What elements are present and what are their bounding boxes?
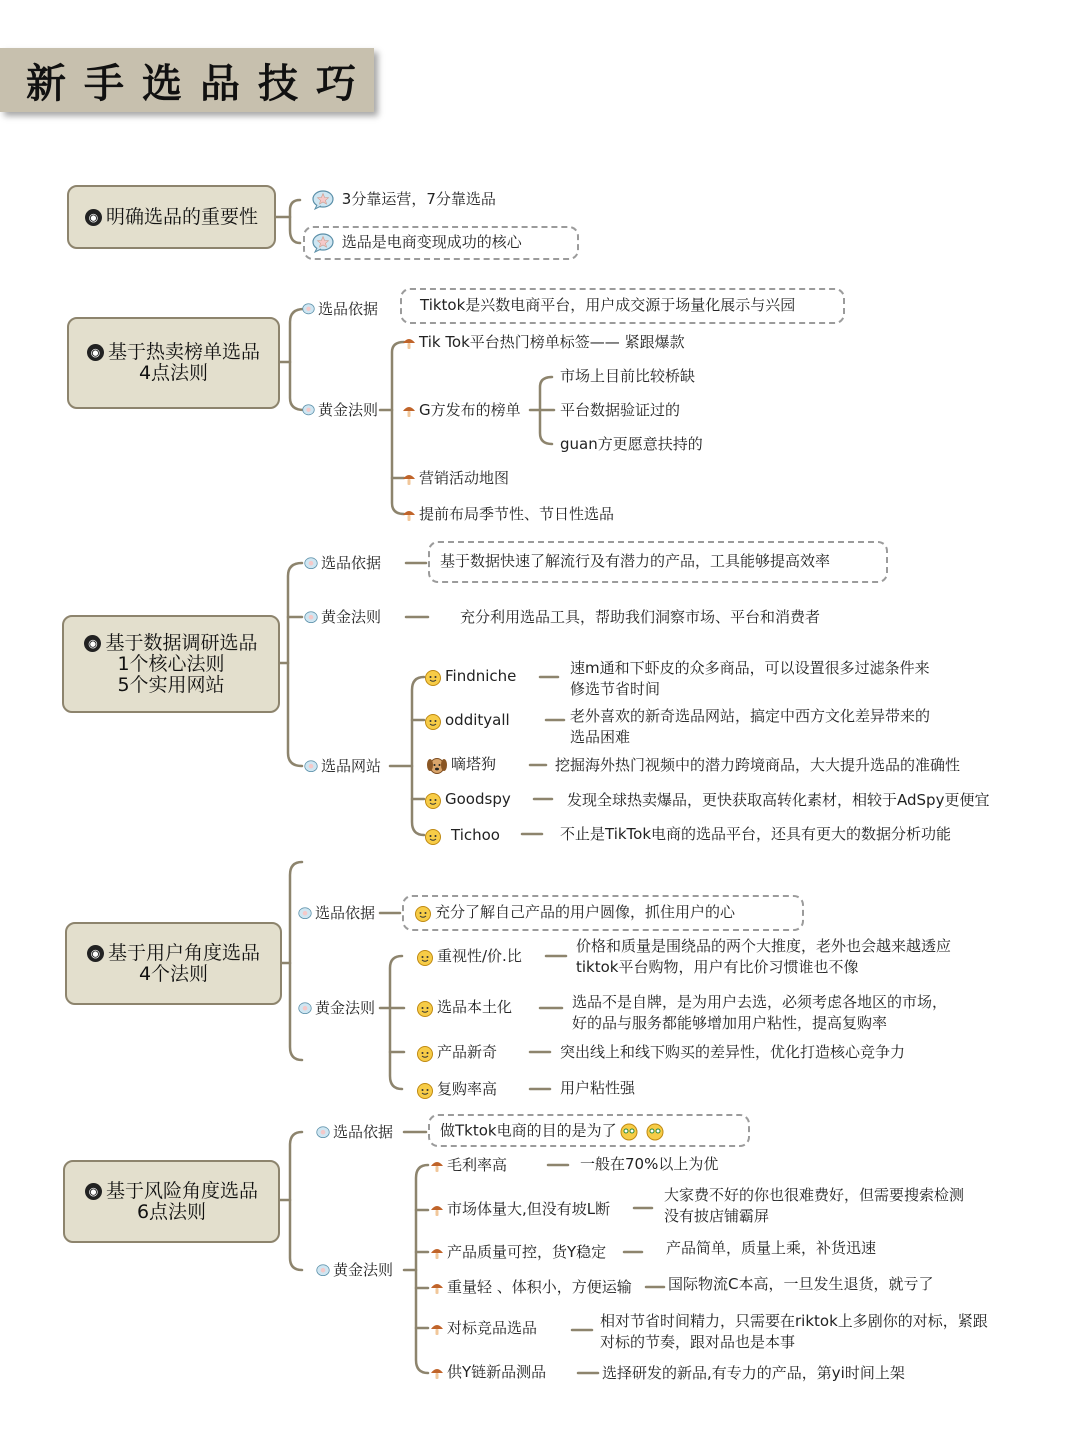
user-rule-1-desc2: tiktok平台购物，用户有比价习惯谁也不像 [576, 958, 859, 976]
user-rule-1-name: 重视性/价.比 [437, 947, 522, 965]
user-rule-4 [416, 1079, 497, 1100]
section-bullet-icon: ◉ [87, 344, 104, 361]
section-bullet-icon: ◉ [87, 945, 104, 962]
smiley-icon [424, 668, 442, 686]
user-rule-3 [416, 1042, 497, 1063]
small-star-icon [304, 760, 318, 774]
hotlist-rule-2 [402, 400, 521, 421]
user-rule-3-desc1: 突出线上和线下购买的差异性，优化打造核心竞争力 [560, 1043, 906, 1061]
mushroom-icon [430, 1281, 444, 1295]
user-rule-1-desc1: 价格和质量是围绕品的两个大推度，老外也会越来越透应 [576, 937, 952, 955]
mushroom-icon [430, 1366, 444, 1380]
smiley-icon [424, 791, 442, 809]
smiley-icon [424, 712, 442, 730]
hotlist-gold-label [302, 400, 378, 421]
user-rule-4-name: 复购率高 [437, 1080, 498, 1098]
hotlist-rule-2-text: G方发布的榜单 [419, 401, 521, 419]
site-didagou [426, 754, 496, 775]
site-findniche-name: Findniche [445, 667, 517, 685]
user-rule-1 [416, 946, 522, 967]
user-basis-label [298, 903, 375, 924]
user-gold-label [298, 998, 375, 1019]
importance-item-2 [312, 232, 522, 253]
research-basis-label-text: 选品依据 [321, 554, 382, 572]
importance-item-1 [312, 189, 496, 210]
speech-star-icon [312, 190, 334, 210]
category-research-label: 基于数据调研选品 [105, 631, 258, 654]
category-risk-label: 基于风险角度选品 [105, 1179, 258, 1202]
hotlist-rule-1-text: Tik Tok平台热门榜单标签—— 紧跟爆款 [419, 333, 685, 351]
small-star-icon [302, 303, 315, 316]
site-oddityall-desc2: 选品困难 [570, 728, 631, 746]
mushroom-icon [430, 1159, 444, 1173]
research-basis-label [304, 553, 381, 574]
user-rule-2-desc1: 选品不是自牌，是为用户去选，必须考虑各地区的市场， [572, 993, 948, 1011]
site-didagou-name: 嘀塔狗 [451, 755, 497, 773]
category-hotlist-sublabel: 4点法则 [138, 362, 209, 384]
mushroom-icon [402, 336, 416, 350]
hotlist-basis-label-text: 选品依据 [318, 300, 379, 318]
risk-rule-6-name: 供Y链新品测品 [447, 1363, 547, 1381]
risk-rule-4-desc1: 国际物流C本高，一旦发生退货，就亏了 [668, 1275, 934, 1293]
risk-rule-2-name: 市场体量大,但没有坡L断 [447, 1200, 611, 1218]
research-gold-label [304, 607, 381, 628]
mushroom-icon [402, 508, 416, 522]
category-user-box [65, 922, 282, 1005]
page-title-banner [0, 48, 374, 112]
category-hotlist-label: 基于热卖榜单选品 [107, 341, 260, 363]
small-star-icon [302, 404, 315, 417]
risk-rule-5-desc1: 相对节省时间精力，只需要在riktok上多剧你的对标，紧跟 [600, 1312, 988, 1330]
research-gold-text: 充分利用选品工具，帮助我们洞察市场、平台和消费者 [460, 608, 821, 626]
risk-rule-5-desc2: 对标的节奏，跟对品也是本事 [600, 1333, 796, 1351]
risk-gold-label [316, 1260, 393, 1281]
risk-rule-1-desc1: 一般在70%以上为优 [580, 1155, 719, 1173]
importance-item-2-text: 选品是电商变现成功的核心 [341, 233, 522, 251]
small-star-icon [298, 907, 312, 921]
hotlist-rule-4 [402, 504, 614, 525]
risk-rule-3-desc1: 产品简单，质量上乘，补货迅速 [666, 1239, 877, 1257]
money-face-icon [617, 1120, 673, 1142]
category-risk-sublabel: 6点法则 [136, 1200, 207, 1223]
risk-rule-5 [430, 1318, 537, 1339]
site-goodspy-name: Goodspy [445, 790, 511, 808]
risk-rule-3 [430, 1242, 606, 1263]
risk-basis-label [316, 1122, 393, 1143]
site-oddityall [424, 710, 510, 731]
hotlist-gold-label-text: 黄金法则 [318, 401, 379, 419]
site-tichoo-name: Tichoo [451, 826, 500, 844]
risk-rule-1-name: 毛利率高 [447, 1156, 508, 1174]
research-sites-label-text: 选品网站 [321, 757, 382, 775]
risk-basis-text [440, 1120, 673, 1142]
user-gold-label-text: 黄金法则 [315, 999, 376, 1017]
hotlist-basis-text: Tiktok是兴数电商平台，用户成交源于场量化展示与兴园 [420, 296, 796, 314]
user-basis-text [414, 902, 735, 923]
category-hotlist-box [67, 317, 280, 409]
site-didagou-desc1: 挖掘海外热门视频中的潜力跨境商品，大大提升选品的准确性 [555, 756, 961, 774]
small-star-icon [298, 1002, 312, 1016]
category-research-box [62, 615, 280, 713]
user-rule-3-name: 产品新奇 [437, 1043, 498, 1061]
site-findniche-desc1: 速m通和下虾皮的众多商品，可以设置很多过滤条件来 [570, 659, 930, 677]
site-findniche-desc2: 修选节省时间 [570, 680, 661, 698]
category-user-label: 基于用户角度选品 [107, 941, 260, 964]
research-basis-text: 基于数据快速了解流行及有潜力的产品，工具能够提高效率 [440, 552, 831, 570]
small-star-icon [316, 1126, 330, 1140]
user-rule-2 [416, 997, 512, 1018]
hotlist-rule-3 [402, 468, 509, 489]
smiley-icon [416, 1081, 434, 1099]
site-tichoo-desc1: 不止是TikTok电商的选品平台，还具有更大的数据分析功能 [560, 825, 952, 843]
small-star-icon [304, 557, 318, 571]
risk-gold-label-text: 黄金法则 [333, 1261, 394, 1279]
user-basis-label-text: 选品依据 [315, 904, 376, 922]
smiley-icon [416, 948, 434, 966]
category-importance-label: 明确选品的重要性 [105, 205, 258, 228]
user-basis-text-content: 充分了解自己产品的用户圆像，抓住用户的心 [435, 903, 736, 921]
research-gold-label-text: 黄金法则 [321, 608, 382, 626]
category-research-sub2: 5个实用网站 [117, 673, 225, 696]
hotlist-rule-4-text: 提前布局季节性、节日性选品 [419, 505, 615, 523]
research-sites-label [304, 756, 381, 777]
smiley-icon [416, 999, 434, 1017]
smiley-icon [424, 827, 442, 845]
speech-star-icon [312, 233, 334, 253]
page-title: 新手选品技巧 [26, 60, 374, 107]
hotlist-rule-1 [402, 332, 685, 353]
risk-basis-text-content: 做Tktok电商的目的是为了 [440, 1121, 617, 1140]
risk-rule-2 [430, 1199, 610, 1220]
small-star-icon [304, 611, 318, 625]
official-sub-2: 平台数据验证过的 [560, 401, 681, 419]
risk-rule-6 [430, 1362, 546, 1383]
user-rule-2-name: 选品本土化 [437, 998, 513, 1016]
risk-rule-2-desc1: 大家费不好的你也很难费好，但需要搜索检测 [664, 1186, 965, 1204]
risk-rule-1 [430, 1155, 507, 1176]
section-bullet-icon: ◉ [85, 1183, 102, 1200]
mushroom-icon [430, 1246, 444, 1260]
site-goodspy-desc1: 发现全球热卖爆品，更快获取高转化素材，相较于AdSpy更便宜 [567, 791, 990, 809]
hotlist-basis-label [302, 299, 378, 320]
risk-rule-6-desc1: 选择研发的新品,有专力的产品，第yi时间上架 [602, 1364, 905, 1382]
hotlist-rule-3-text: 营销活动地图 [419, 469, 510, 487]
mushroom-icon [430, 1322, 444, 1336]
site-goodspy [424, 789, 511, 810]
risk-rule-4 [430, 1277, 632, 1298]
smiley-icon [416, 1044, 434, 1062]
mushroom-icon [402, 404, 416, 418]
official-sub-3: guan方更愿意扶持的 [560, 435, 703, 453]
user-rule-2-desc2: 好的品与服务都能够增加用户粘性，提高复购率 [572, 1014, 888, 1032]
risk-rule-2-desc2: 没有披店铺霸屏 [664, 1207, 770, 1225]
official-sub-1: 市场上目前比较桥缺 [560, 367, 696, 385]
site-oddityall-desc1: 老外喜欢的新奇选品网站，搞定中西方文化差异带来的 [570, 707, 931, 725]
user-rule-4-desc1: 用户粘性强 [560, 1079, 636, 1097]
mushroom-icon [402, 472, 416, 486]
section-bullet-icon: ◉ [84, 635, 101, 652]
small-star-icon [316, 1264, 330, 1278]
site-oddityall-name: oddityall [445, 711, 510, 729]
importance-item-1-text: 3分靠运营，7分靠选品 [341, 190, 496, 208]
dog-face-icon [426, 755, 448, 775]
mushroom-icon [430, 1203, 444, 1217]
category-importance-box [67, 185, 276, 249]
site-findniche [424, 666, 516, 687]
category-risk-box [63, 1160, 280, 1243]
section-bullet-icon: ◉ [85, 209, 102, 226]
risk-basis-label-text: 选品依据 [333, 1123, 394, 1141]
risk-rule-4-name: 重量轻 、体积小，方便运输 [447, 1278, 632, 1296]
risk-rule-5-name: 对标竞品选品 [447, 1319, 538, 1337]
smiley-icon [414, 904, 432, 922]
site-tichoo [424, 825, 500, 846]
category-user-sublabel: 4个法则 [138, 962, 209, 985]
risk-rule-3-name: 产品质量可控，货Y稳定 [447, 1243, 607, 1261]
category-research-sub1: 1个核心法则 [117, 652, 225, 675]
